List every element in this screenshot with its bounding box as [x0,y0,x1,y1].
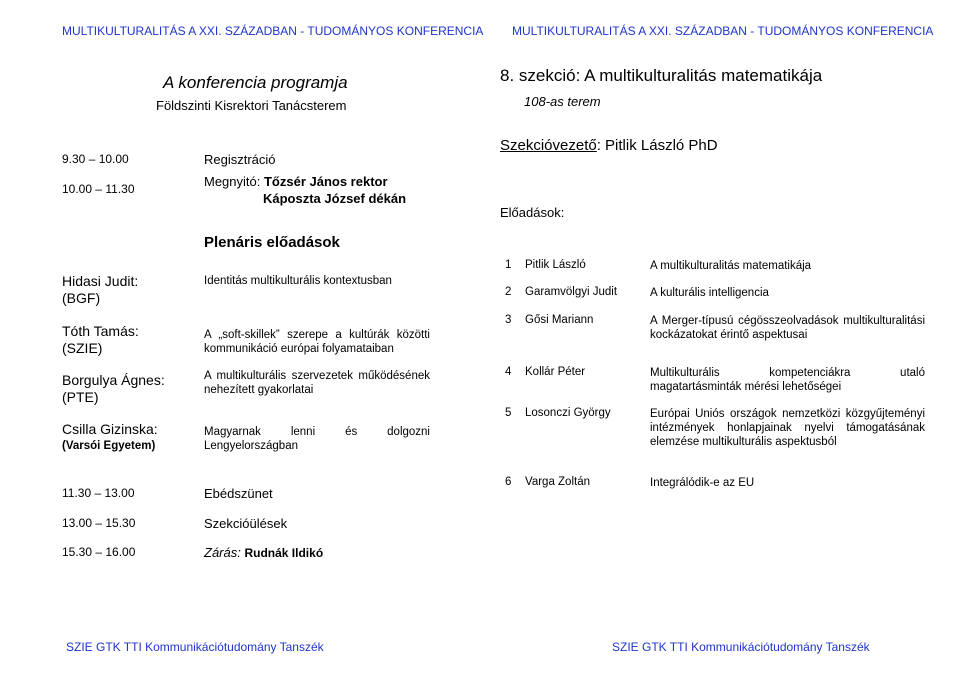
section-title: 8. szekció: A multikulturalitás matematikája [500,66,823,85]
speaker-name: Borgulya Ágnes: [62,372,165,388]
speaker-name: Hidasi Judit: [62,273,139,289]
talk-number: 2 [505,286,512,298]
closing-prefix: Zárás: [204,545,245,560]
talk-speaker: Pitlik László [525,259,586,271]
talk-speaker: Gősi Mariann [525,314,594,326]
talk-number: 1 [505,259,512,271]
talk-speaker: Garamvölgyi Judit [525,286,618,298]
talk-title: Európai Uniós országok nemzetközi közgyűjteményi intézmények honlapjainak nyelvi támogatásának elemzése multikulturális aspektusból [650,408,925,448]
schedule-time: 10.00 – 11.30 [62,182,135,196]
talk-speaker: Losonczi György [525,407,611,419]
talk-number: 5 [505,407,512,419]
plenary-talk: Identitás multikulturális kontextusban [204,275,392,287]
header-left: MULTIKULTURALITÁS A XXI. SZÁZADBAN - TUDOMÁNYOS KONFERENCIA [62,24,484,38]
rector-name: Tőzsér János rektor [263,174,388,189]
opening-prefix: Megnyitó: [204,174,264,189]
section-room: 108-as terem [524,94,601,109]
schedule-label: Regisztráció [204,152,276,167]
talk-title: A Merger-típusú cégösszeolvadások multikulturalitási kockázatokat érintő aspektusai [650,315,925,341]
program-title: A konferencia programja [163,73,348,92]
opening-line [204,174,388,189]
closing-line [204,545,323,560]
chair-label: Szekcióvezető [500,137,597,154]
plenary-talk: Magyarnak lenni és dolgozni Lengyelországban [204,426,430,452]
talk-speaker: Kollár Péter [525,366,586,378]
schedule-label: Ebédszünet [204,486,273,501]
talk-number: 3 [505,314,512,326]
talks-label: Előadások: [500,205,565,220]
talk-title: A multikulturalitás matematikája [650,260,812,272]
talk-title: Multikulturális kompetenciákra utaló magatartásminták mérési lehetőségei [650,367,925,393]
plenary-speaker [62,372,165,406]
speaker-institution: (Varsói Egyetem) [62,440,156,452]
footer-right: SZIE GTK TTI Kommunikációtudomány Tanszék [612,640,870,654]
talk-number: 6 [505,476,512,488]
speaker-institution: (SZIE) [62,340,103,356]
dean-name: Káposzta József dékán [263,191,407,206]
chair-name: : Pitlik László PhD [596,137,718,154]
plenary-talk: A multikulturális szervezetek működésének nehezített gyakorlatai [204,370,430,396]
talk-number: 4 [505,366,512,378]
footer-left: SZIE GTK TTI Kommunikációtudomány Tanszék [66,640,324,654]
schedule-time: 15.30 – 16.00 [62,545,136,559]
plenary-talk: A „soft-skillek” szerepe a kultúrák közötti kommunikáció európai folyamataiban [204,329,430,355]
speaker-institution: (BGF) [62,290,101,306]
speaker-institution: (PTE) [62,389,99,405]
schedule-label: Szekcióülések [204,516,288,531]
plenary-speaker [62,323,139,357]
plenary-speaker [62,421,158,455]
talk-speaker: Varga Zoltán [525,476,590,488]
closing-name: Rudnák Ildikó [244,546,324,560]
plenary-heading: Plenáris előadások [204,234,340,251]
plenary-speaker [62,273,138,307]
speaker-name: Csilla Gizinska: [62,421,158,437]
schedule-time: 11.30 – 13.00 [62,486,135,500]
talk-title: A kulturális intelligencia [650,287,769,299]
schedule-time: 13.00 – 15.30 [62,516,136,530]
section-chair [500,137,718,154]
talk-title: Integrálódik-e az EU [650,477,755,489]
speaker-name: Tóth Tamás: [62,323,139,339]
program-venue: Földszinti Kisrektori Tanácsterem [156,98,347,113]
schedule-time: 9.30 – 10.00 [62,152,129,166]
header-right: MULTIKULTURALITÁS A XXI. SZÁZADBAN - TUDOMÁNYOS KONFERENCIA [512,24,934,38]
